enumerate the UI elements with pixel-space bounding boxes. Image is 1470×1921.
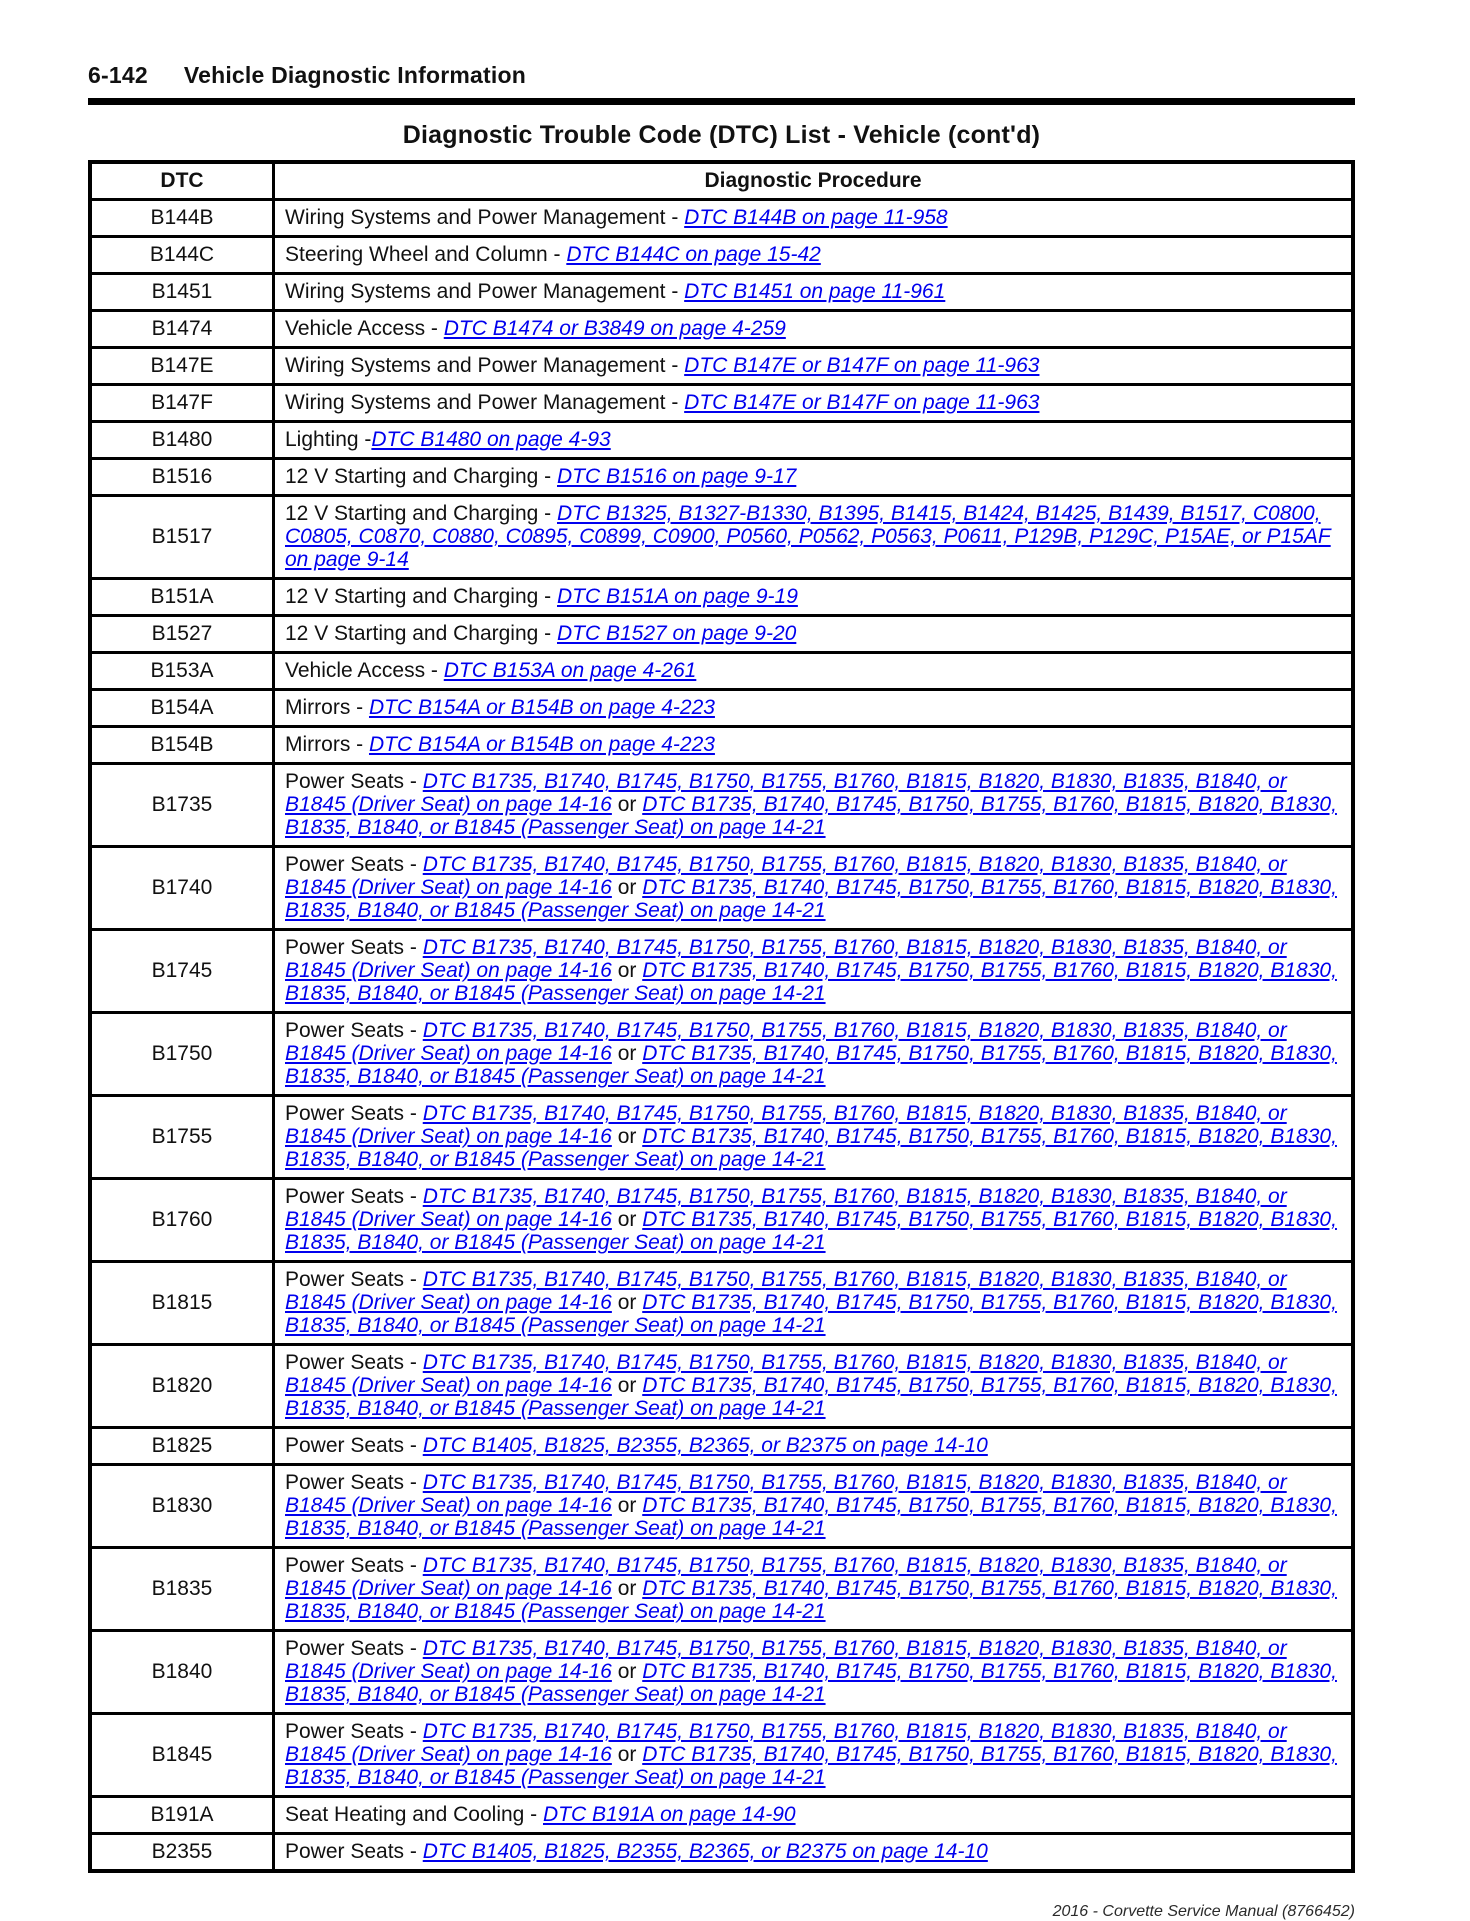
dtc-code: B147E bbox=[90, 348, 274, 385]
procedure-cell bbox=[274, 930, 1354, 1013]
table-row bbox=[90, 311, 1353, 348]
procedure-link[interactable]: DTC B1735, B1740, B1745, B1750, B1755, B1760, B1815, B1820, B1830, B1835, B1840, or B1845 (Driver Seat) on page 14-16 bbox=[285, 1554, 1287, 1600]
dtc-code: B1845 bbox=[90, 1714, 274, 1797]
dtc-column-header: DTC bbox=[90, 162, 274, 200]
dtc-code: B1825 bbox=[90, 1428, 274, 1465]
procedure-text: 12 V Starting and Charging - bbox=[285, 622, 557, 645]
table-row bbox=[90, 764, 1353, 847]
procedure-cell bbox=[274, 1345, 1354, 1428]
table-row bbox=[90, 1179, 1353, 1262]
dtc-code: B1451 bbox=[90, 274, 274, 311]
dtc-code: B1735 bbox=[90, 764, 274, 847]
table-row bbox=[90, 727, 1353, 764]
procedure-cell bbox=[274, 690, 1354, 727]
procedure-cell bbox=[274, 1797, 1354, 1834]
table-row bbox=[90, 385, 1353, 422]
procedure-link[interactable]: DTC B1735, B1740, B1745, B1750, B1755, B1760, B1815, B1820, B1830, B1835, B1840, or B1845 (Passenger Seat) on page 14-21 bbox=[285, 1208, 1337, 1254]
procedure-cell bbox=[274, 200, 1354, 237]
dtc-code: B1745 bbox=[90, 930, 274, 1013]
table-row bbox=[90, 1834, 1353, 1872]
dtc-code: B144C bbox=[90, 237, 274, 274]
procedure-text: Wiring Systems and Power Management - bbox=[285, 391, 685, 414]
procedure-link[interactable]: DTC B1735, B1740, B1745, B1750, B1755, B1760, B1815, B1820, B1830, B1835, B1840, or B1845 (Passenger Seat) on page 14-21 bbox=[285, 959, 1337, 1005]
procedure-text: Mirrors - bbox=[285, 733, 369, 756]
procedure-text: Power Seats - bbox=[285, 1185, 423, 1208]
procedure-text: Power Seats - bbox=[285, 1720, 423, 1743]
dtc-code: B153A bbox=[90, 653, 274, 690]
table-row bbox=[90, 1013, 1353, 1096]
procedure-link[interactable]: DTC B1735, B1740, B1745, B1750, B1755, B1760, B1815, B1820, B1830, B1835, B1840, or B1845 (Driver Seat) on page 14-16 bbox=[285, 770, 1287, 816]
procedure-link[interactable]: DTC B1516 on page 9-17 bbox=[557, 465, 797, 488]
table-row bbox=[90, 579, 1353, 616]
dtc-code: B1516 bbox=[90, 459, 274, 496]
procedure-link[interactable]: DTC B1735, B1740, B1745, B1750, B1755, B1760, B1815, B1820, B1830, B1835, B1840, or B1845 (Driver Seat) on page 14-16 bbox=[285, 1637, 1287, 1683]
procedure-link[interactable]: DTC B1480 on page 4-93 bbox=[371, 428, 611, 451]
table-row bbox=[90, 1797, 1353, 1834]
page-header bbox=[88, 62, 1355, 89]
procedure-text: Power Seats - bbox=[285, 1019, 423, 1042]
procedure-link[interactable]: DTC B1735, B1740, B1745, B1750, B1755, B1760, B1815, B1820, B1830, B1835, B1840, or B1845 (Passenger Seat) on page 14-21 bbox=[285, 1577, 1337, 1623]
procedure-link[interactable]: DTC B191A on page 14-90 bbox=[543, 1803, 796, 1826]
page-content bbox=[88, 0, 1355, 1921]
procedure-link[interactable]: DTC B151A on page 9-19 bbox=[557, 585, 798, 608]
procedure-text: or bbox=[611, 1577, 643, 1600]
dtc-code: B1474 bbox=[90, 311, 274, 348]
procedure-link[interactable]: DTC B1735, B1740, B1745, B1750, B1755, B1760, B1815, B1820, B1830, B1835, B1840, or B1845 (Driver Seat) on page 14-16 bbox=[285, 936, 1287, 982]
procedure-text: Wiring Systems and Power Management - bbox=[285, 206, 685, 229]
procedure-link[interactable]: DTC B1735, B1740, B1745, B1750, B1755, B1760, B1815, B1820, B1830, B1835, B1840, or B1845 (Passenger Seat) on page 14-21 bbox=[285, 1291, 1337, 1337]
procedure-text: Power Seats - bbox=[285, 1471, 423, 1494]
procedure-cell bbox=[274, 1428, 1354, 1465]
procedure-text: or bbox=[611, 959, 643, 982]
section-title: Vehicle Diagnostic Information bbox=[183, 62, 526, 88]
table-title: Diagnostic Trouble Code (DTC) List - Vehicle (cont'd) bbox=[402, 121, 1041, 149]
procedure-text: or bbox=[611, 1660, 643, 1683]
procedure-link[interactable]: DTC B1405, B1825, B2355, B2365, or B2375 on page 14-10 bbox=[422, 1840, 988, 1863]
procedure-link[interactable]: DTC B144B on page 11-958 bbox=[684, 206, 948, 229]
procedure-text: Steering Wheel and Column - bbox=[285, 243, 567, 266]
procedure-link[interactable]: DTC B1735, B1740, B1745, B1750, B1755, B1760, B1815, B1820, B1830, B1835, B1840, or B1845 (Driver Seat) on page 14-16 bbox=[285, 1720, 1287, 1766]
procedure-text: Mirrors - bbox=[285, 696, 369, 719]
table-row bbox=[90, 1548, 1353, 1631]
procedure-link[interactable]: DTC B1735, B1740, B1745, B1750, B1755, B1760, B1815, B1820, B1830, B1835, B1840, or B1845 (Passenger Seat) on page 14-21 bbox=[285, 1743, 1337, 1789]
procedure-link[interactable]: DTC B1735, B1740, B1745, B1750, B1755, B1760, B1815, B1820, B1830, B1835, B1840, or B1845 (Passenger Seat) on page 14-21 bbox=[285, 1660, 1337, 1706]
procedure-cell bbox=[274, 1096, 1354, 1179]
procedure-text: Power Seats - bbox=[285, 1102, 423, 1125]
procedure-text: 12 V Starting and Charging - bbox=[285, 502, 557, 525]
procedure-link[interactable]: DTC B1735, B1740, B1745, B1750, B1755, B1760, B1815, B1820, B1830, B1835, B1840, or B1845 (Driver Seat) on page 14-16 bbox=[285, 1185, 1287, 1231]
procedure-text: or bbox=[611, 793, 643, 816]
procedure-link[interactable]: DTC B1735, B1740, B1745, B1750, B1755, B1760, B1815, B1820, B1830, B1835, B1840, or B1845 (Passenger Seat) on page 14-21 bbox=[285, 1125, 1337, 1171]
procedure-link[interactable]: DTC B147E or B147F on page 11-963 bbox=[684, 391, 1040, 414]
table-row bbox=[90, 1262, 1353, 1345]
procedure-link[interactable]: DTC B154A or B154B on page 4-223 bbox=[368, 733, 715, 756]
procedure-text: Power Seats - bbox=[285, 1268, 423, 1291]
procedure-cell bbox=[274, 459, 1354, 496]
procedure-text: Power Seats - bbox=[285, 853, 423, 876]
procedure-link[interactable]: DTC B1735, B1740, B1745, B1750, B1755, B1760, B1815, B1820, B1830, B1835, B1840, or B1845 (Driver Seat) on page 14-16 bbox=[285, 1471, 1287, 1517]
procedure-link[interactable]: DTC B1474 or B3849 on page 4-259 bbox=[443, 317, 786, 340]
procedure-text: or bbox=[611, 1374, 643, 1397]
footer-credit: 2016 - Corvette Service Manual (8766452) bbox=[1052, 1903, 1355, 1920]
procedure-text: Power Seats - bbox=[285, 1554, 423, 1577]
procedure-link[interactable]: DTC B144C on page 15-42 bbox=[566, 243, 821, 266]
table-row bbox=[90, 200, 1353, 237]
procedure-link[interactable]: DTC B1735, B1740, B1745, B1750, B1755, B1760, B1815, B1820, B1830, B1835, B1840, or B1845 (Passenger Seat) on page 14-21 bbox=[285, 1374, 1337, 1420]
procedure-link[interactable]: DTC B1735, B1740, B1745, B1750, B1755, B1760, B1815, B1820, B1830, B1835, B1840, or B1845 (Driver Seat) on page 14-16 bbox=[285, 1102, 1287, 1148]
procedure-text: or bbox=[611, 876, 643, 899]
procedure-link[interactable]: DTC B1451 on page 11-961 bbox=[684, 280, 946, 303]
procedure-cell bbox=[274, 1013, 1354, 1096]
procedure-link[interactable]: DTC B1735, B1740, B1745, B1750, B1755, B1760, B1815, B1820, B1830, B1835, B1840, or B1845 (Driver Seat) on page 14-16 bbox=[285, 853, 1287, 899]
procedure-text: Lighting - bbox=[285, 428, 372, 451]
procedure-text: Wiring Systems and Power Management - bbox=[285, 354, 685, 377]
table-header-row bbox=[90, 162, 1353, 200]
dtc-code: B147F bbox=[90, 385, 274, 422]
dtc-code: B1815 bbox=[90, 1262, 274, 1345]
dtc-code: B191A bbox=[90, 1797, 274, 1834]
procedure-text: Wiring Systems and Power Management - bbox=[285, 280, 685, 303]
procedure-text: or bbox=[611, 1042, 643, 1065]
dtc-code: B144B bbox=[90, 200, 274, 237]
procedure-cell bbox=[274, 274, 1354, 311]
dtc-code: B1835 bbox=[90, 1548, 274, 1631]
dtc-code: B2355 bbox=[90, 1834, 274, 1872]
dtc-code: B1750 bbox=[90, 1013, 274, 1096]
procedure-link[interactable]: DTC B1735, B1740, B1745, B1750, B1755, B1760, B1815, B1820, B1830, B1835, B1840, or B1845 (Driver Seat) on page 14-16 bbox=[285, 1351, 1287, 1397]
procedure-link[interactable]: DTC B1735, B1740, B1745, B1750, B1755, B1760, B1815, B1820, B1830, B1835, B1840, or B1845 (Passenger Seat) on page 14-21 bbox=[285, 1042, 1337, 1088]
procedure-cell bbox=[274, 579, 1354, 616]
dtc-table bbox=[88, 160, 1355, 1873]
procedure-cell bbox=[274, 727, 1354, 764]
procedure-column-header: Diagnostic Procedure bbox=[274, 162, 1354, 200]
table-row bbox=[90, 237, 1353, 274]
procedure-link[interactable]: DTC B1325, B1327-B1330, B1395, B1415, B1424, B1425, B1439, B1517, C0800, C0805, C0870, C0880, C0895, C0899, C0900, P0560, P0562, P0563, P0611, P129B, P129C, P15AE, or P15AF on page 9-14 bbox=[285, 502, 1331, 571]
procedure-text: or bbox=[611, 1743, 643, 1766]
procedure-cell bbox=[274, 1714, 1354, 1797]
page-number: 6-142 bbox=[88, 62, 148, 88]
procedure-text: 12 V Starting and Charging - bbox=[285, 585, 557, 608]
table-row bbox=[90, 847, 1353, 930]
procedure-text: Power Seats - bbox=[285, 1637, 423, 1660]
procedure-text: or bbox=[611, 1291, 643, 1314]
procedure-cell bbox=[274, 496, 1354, 579]
table-row bbox=[90, 653, 1353, 690]
procedure-link[interactable]: DTC B147E or B147F on page 11-963 bbox=[684, 354, 1040, 377]
header-rule bbox=[88, 98, 1355, 105]
table-row bbox=[90, 1428, 1353, 1465]
procedure-cell bbox=[274, 348, 1354, 385]
table-row bbox=[90, 690, 1353, 727]
procedure-text: or bbox=[611, 1494, 643, 1517]
procedure-cell bbox=[274, 847, 1354, 930]
dtc-code: B1480 bbox=[90, 422, 274, 459]
procedure-text: or bbox=[611, 1125, 643, 1148]
table-body bbox=[90, 200, 1353, 1872]
procedure-text: Power Seats - bbox=[285, 1351, 423, 1374]
procedure-cell bbox=[274, 764, 1354, 847]
procedure-link[interactable]: DTC B1735, B1740, B1745, B1750, B1755, B1760, B1815, B1820, B1830, B1835, B1840, or B1845 (Passenger Seat) on page 14-21 bbox=[285, 876, 1337, 922]
procedure-link[interactable]: DTC B1735, B1740, B1745, B1750, B1755, B1760, B1815, B1820, B1830, B1835, B1840, or B1845 (Driver Seat) on page 14-16 bbox=[285, 1268, 1287, 1314]
procedure-link[interactable]: DTC B154A or B154B on page 4-223 bbox=[368, 696, 715, 719]
procedure-link[interactable]: DTC B1735, B1740, B1745, B1750, B1755, B1760, B1815, B1820, B1830, B1835, B1840, or B1845 (Driver Seat) on page 14-16 bbox=[285, 1019, 1287, 1065]
dtc-code: B1517 bbox=[90, 496, 274, 579]
dtc-code: B1527 bbox=[90, 616, 274, 653]
procedure-link[interactable]: DTC B1735, B1740, B1745, B1750, B1755, B1760, B1815, B1820, B1830, B1835, B1840, or B1845 (Passenger Seat) on page 14-21 bbox=[285, 1494, 1337, 1540]
procedure-cell bbox=[274, 1262, 1354, 1345]
procedure-link[interactable]: DTC B1527 on page 9-20 bbox=[557, 622, 797, 645]
table-row bbox=[90, 616, 1353, 653]
procedure-cell bbox=[274, 1631, 1354, 1714]
procedure-text: or bbox=[611, 1208, 643, 1231]
table-row bbox=[90, 348, 1353, 385]
procedure-text: Seat Heating and Cooling - bbox=[285, 1803, 543, 1826]
procedure-text: Vehicle Access - bbox=[285, 317, 444, 340]
procedure-cell bbox=[274, 1834, 1354, 1872]
table-row bbox=[90, 274, 1353, 311]
procedure-cell bbox=[274, 1179, 1354, 1262]
dtc-code: B1840 bbox=[90, 1631, 274, 1714]
dtc-code: B151A bbox=[90, 579, 274, 616]
procedure-cell bbox=[274, 653, 1354, 690]
procedure-text: Power Seats - bbox=[285, 770, 423, 793]
dtc-code: B1830 bbox=[90, 1465, 274, 1548]
dtc-code: B1760 bbox=[90, 1179, 274, 1262]
procedure-text: Power Seats - bbox=[285, 1840, 423, 1863]
dtc-code: B154A bbox=[90, 690, 274, 727]
table-row bbox=[90, 422, 1353, 459]
table-row bbox=[90, 930, 1353, 1013]
dtc-code: B1740 bbox=[90, 847, 274, 930]
table-row bbox=[90, 459, 1353, 496]
procedure-text: 12 V Starting and Charging - bbox=[285, 465, 557, 488]
procedure-cell bbox=[274, 616, 1354, 653]
procedure-link[interactable]: DTC B1405, B1825, B2355, B2365, or B2375 on page 14-10 bbox=[422, 1434, 988, 1457]
procedure-text: Power Seats - bbox=[285, 936, 423, 959]
dtc-code: B1755 bbox=[90, 1096, 274, 1179]
dtc-code: B154B bbox=[90, 727, 274, 764]
table-row bbox=[90, 1096, 1353, 1179]
procedure-cell bbox=[274, 422, 1354, 459]
procedure-cell bbox=[274, 237, 1354, 274]
procedure-cell bbox=[274, 385, 1354, 422]
procedure-link[interactable]: DTC B153A on page 4-261 bbox=[443, 659, 697, 682]
dtc-code: B1820 bbox=[90, 1345, 274, 1428]
table-row bbox=[90, 496, 1353, 579]
table-row bbox=[90, 1714, 1353, 1797]
table-row bbox=[90, 1465, 1353, 1548]
procedure-text: Power Seats - bbox=[285, 1434, 423, 1457]
procedure-cell bbox=[274, 1465, 1354, 1548]
table-row bbox=[90, 1345, 1353, 1428]
procedure-cell bbox=[274, 311, 1354, 348]
procedure-cell bbox=[274, 1548, 1354, 1631]
table-row bbox=[90, 1631, 1353, 1714]
procedure-link[interactable]: DTC B1735, B1740, B1745, B1750, B1755, B1760, B1815, B1820, B1830, B1835, B1840, or B1845 (Passenger Seat) on page 14-21 bbox=[285, 793, 1337, 839]
procedure-text: Vehicle Access - bbox=[285, 659, 444, 682]
